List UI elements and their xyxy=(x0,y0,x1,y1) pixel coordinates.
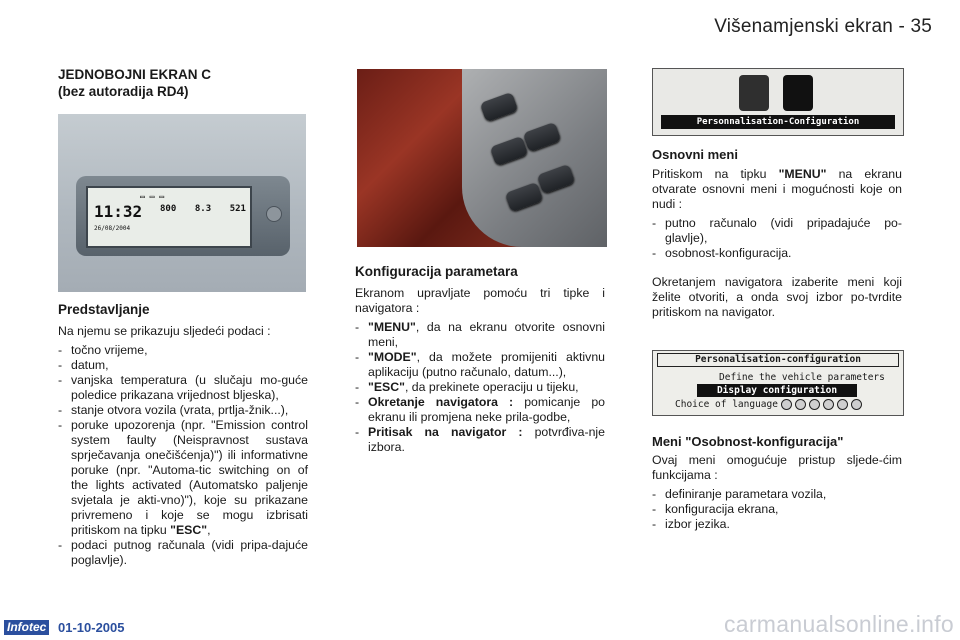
trip-computer-icon xyxy=(739,75,769,111)
screen2-item-language xyxy=(675,398,895,411)
right-body-2 xyxy=(652,453,902,532)
item-text: pomicanje po ekranu ili promjena neke prila-godbe, xyxy=(368,395,605,424)
infotec-logo: Infotec xyxy=(4,620,49,635)
flag-icon xyxy=(823,399,834,410)
list-item: - izbor jezika. xyxy=(652,517,902,532)
middle-body xyxy=(355,286,605,455)
trip-value-1: 800 xyxy=(160,204,177,214)
main-menu-screen xyxy=(652,68,904,136)
right-body-1 xyxy=(652,167,902,320)
section-title xyxy=(58,66,308,100)
door-status-icon: ▭ ▭ ▭ xyxy=(140,192,165,201)
p1-text-end: na ekranu otvarate osnovni meni i mogućnosti koje on nudi : xyxy=(652,167,902,211)
list-item: - konfiguracija ekrana, xyxy=(652,502,902,517)
display-date: 26/08/2004 xyxy=(94,225,131,232)
right-list-2 xyxy=(652,487,902,532)
watermark: carmanualsonline.info xyxy=(723,611,954,637)
middle-list xyxy=(355,320,605,455)
flag-icon xyxy=(781,399,792,410)
item5-end: , xyxy=(207,523,211,537)
list-item xyxy=(355,350,605,380)
heading-osnovni-meni: Osnovni meni xyxy=(652,147,738,162)
item-text: , da možete promijeniti aktivnu aplikaciju (putno računalo, datum...), xyxy=(368,350,605,379)
trip-value-2: 8.3 xyxy=(194,204,212,214)
list-item: - točno vrijeme, xyxy=(58,343,308,358)
flag-icon xyxy=(809,399,820,410)
list-item xyxy=(355,320,605,350)
item-text: , da prekinete operaciju u tijeku, xyxy=(404,380,579,394)
flag-icon xyxy=(851,399,862,410)
section-title-line2: (bez autoradija RD4) xyxy=(58,84,189,99)
monochrome-display xyxy=(86,186,252,248)
item-text: , da na ekranu otvorite osnovni meni, xyxy=(368,320,605,349)
list-item xyxy=(355,395,605,425)
console-buttons-photo xyxy=(357,69,607,247)
left-intro: Na njemu se prikazuju sljedeći podaci : xyxy=(58,324,271,338)
list-item xyxy=(355,380,605,395)
left-body xyxy=(58,324,308,568)
display-time: 11:32 xyxy=(94,202,143,221)
item-bold: Pritisak na navigator : xyxy=(368,425,523,439)
item5-text: poruke upozorenja (npr. "Emission control system faulty (Neispravnost sustava sprječavanja onečišćenja)") ili informativne poruke (npr. "Automa-tic switching on of the lights activated (Automatsko paljenje svjetala je akti-vno)"), koje su prikazane privremeno i koje se mogu izbrisati pritiskom na tipku xyxy=(71,418,308,537)
item-bold: "MODE" xyxy=(368,350,417,364)
list-item: - podaci putnog računala (vidi pripa-dajuće poglavlje). xyxy=(58,538,308,568)
screen2-item: Define the vehicle parameters xyxy=(719,372,885,383)
item-text: potvrđiva-nje izbora. xyxy=(368,425,605,454)
screen2-language-label: Choice of language xyxy=(675,399,778,410)
heading-meni-osobnost: Meni "Osobnost-konfiguracija" xyxy=(652,434,844,449)
screen1-label: Personnalisation-Configuration xyxy=(661,115,895,129)
list-item: - osobnost-konfiguracija. xyxy=(652,246,902,261)
footer-date: 01-10-2005 xyxy=(58,620,125,635)
trip-values xyxy=(160,204,246,214)
middle-intro: Ekranom upravljate pomoću tri tipke i navigatora : xyxy=(355,286,605,315)
screen2-title: Personalisation-configuration xyxy=(657,353,899,367)
screen2-item-selected: Display configuration xyxy=(697,384,857,397)
trip-value-3: 521 xyxy=(229,204,246,214)
list-item: - stanje otvora vozila (vrata, prtlja-žnik...), xyxy=(58,403,308,418)
list-item xyxy=(58,418,308,538)
page-title: Višenamjenski ekran - 35 xyxy=(714,16,932,37)
right-list-1 xyxy=(652,216,902,261)
item5-bold: "ESC" xyxy=(170,523,208,537)
list-item: - definiranje parametara vozila, xyxy=(652,487,902,502)
p1-text: Pritiskom na tipku xyxy=(652,167,779,181)
right-p1 xyxy=(652,167,902,212)
display-knob xyxy=(266,206,282,222)
console-panel xyxy=(462,69,607,247)
list-item: - vanjska temperatura (u slučaju mo-guće poledice prikazana vrijednost bljeska), xyxy=(58,373,308,403)
right-p3: Ovaj meni omogućuje pristup sljede-ćim funkcijama : xyxy=(652,453,902,482)
list-item: - putno računalo (vidi pripadajuće po-glavlje), xyxy=(652,216,902,246)
list-item: - datum, xyxy=(58,358,308,373)
left-list xyxy=(58,343,308,568)
heading-predstavljanje: Predstavljanje xyxy=(58,302,150,317)
p1-bold: "MENU" xyxy=(778,167,827,181)
dashboard-display-photo xyxy=(58,114,306,292)
item-bold: Okretanje navigatora : xyxy=(368,395,514,409)
heading-konfiguracija: Konfiguracija parametara xyxy=(355,264,518,279)
section-title-line1: JEDNOBOJNI EKRAN C xyxy=(58,67,212,82)
flag-icon xyxy=(795,399,806,410)
personalisation-screen xyxy=(652,350,904,416)
item-bold: "ESC" xyxy=(368,380,405,394)
right-p2: Okretanjem navigatora izaberite meni koji želite otvoriti, a onda svoj izbor po-tvrdite pritiskom na navigator. xyxy=(652,275,902,319)
flag-icon xyxy=(837,399,848,410)
settings-sliders-icon xyxy=(783,75,813,111)
list-item xyxy=(355,425,605,455)
item-bold: "MENU" xyxy=(368,320,416,334)
